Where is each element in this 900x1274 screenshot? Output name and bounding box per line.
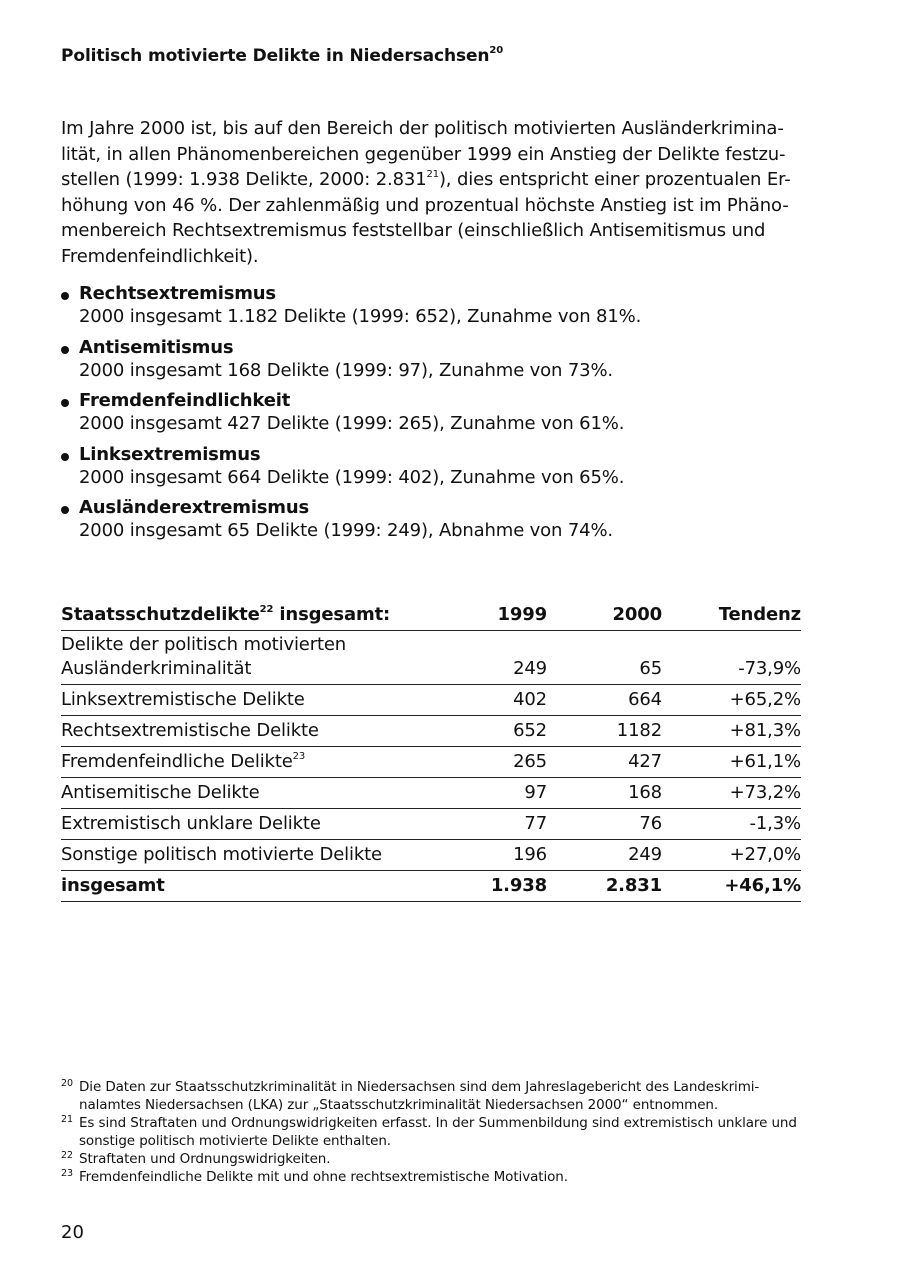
section-heading: Politisch motivierte Delikte in Niedersachsen$^{20}$ <box>61 45 504 66</box>
bullet-dot-icon <box>61 346 69 354</box>
bullet-dot-icon <box>61 292 69 300</box>
footnote: 21 Es sind Straftaten und Ordnungswidrigkeiten erfasst. In der Summenbildung sind extremistisch unklare und sonstige politisch motivierte Delikte enthalten. <box>61 1114 797 1149</box>
bullet-dot-icon <box>61 399 69 407</box>
table-row: Antisemitische Delikte 97 168 +73,2% <box>61 778 801 809</box>
statistics-table <box>61 600 801 902</box>
footnote-ref: 21 <box>426 169 439 180</box>
footnotes <box>61 1078 801 1186</box>
bullet-item: Linksextremismus 2000 insgesamt 664 Delikte (1999: 402), Zunahme von 65%. <box>61 443 801 497</box>
bullet-dot-icon <box>61 506 69 514</box>
table-row: Linksextremistische Delikte 402 664 +65,2% <box>61 685 801 716</box>
footnote-ref: 23 <box>292 751 306 762</box>
bullet-list <box>61 282 801 550</box>
footnote-ref: 22 <box>259 604 274 615</box>
bullet-item: Rechtsextremismus 2000 insgesamt 1.182 Delikte (1999: 652), Zunahme von 81%. <box>61 282 801 336</box>
table-row: Extremistisch unklare Delikte 77 76 -1,3% <box>61 809 801 840</box>
bullet-item: Ausländerextremismus 2000 insgesamt 65 Delikte (1999: 249), Abnahme von 74%. <box>61 496 801 550</box>
footnote-ref: 20 <box>489 45 504 57</box>
table-row: Sonstige politisch motivierte Delikte 196 249 +27,0% <box>61 840 801 871</box>
table-row: Rechtsextremistische Delikte 652 1182 +81,3% <box>61 716 801 747</box>
bullet-item: Antisemitismus 2000 insgesamt 168 Delikte (1999: 97), Zunahme von 73%. <box>61 336 801 390</box>
table-total-row: insgesamt 1.938 2.831 +46,1% <box>61 871 801 902</box>
footnote: 23 Fremdenfeindliche Delikte mit und ohne rechtsextremistische Motivation. <box>61 1168 568 1185</box>
intro-paragraph: Im Jahre 2000 ist, bis auf den Bereich der politisch motivierten Ausländerkrimina-lität, in allen Phänomenbereichen gegenüber 1999 ein Anstieg der Delikte festzu-stellen (1999: 1.938 Delikte, 2000: 2.831$^{21}$), dies entspricht einer prozentualen Er-höhung von 46 %. Der zahlenmäßig und prozentual höchste Anstieg ist im Phäno-menbereich Rechtsextremismus feststellbar (einschließlich Antisemitismus und Fremdenfeindlichkeit). <box>61 118 791 267</box>
footnote: 20 Die Daten zur Staatsschutzkriminalität in Niedersachsen sind dem Jahreslagebericht des Landeskrimi-nalamtes Niedersachsen (LKA) zur „Staatsschutzkriminalität Niedersachsen 2000“ entnommen. <box>61 1078 760 1113</box>
footnote: 22 Straftaten und Ordnungswidrigkeiten. <box>61 1150 331 1167</box>
bullet-dot-icon <box>61 453 69 461</box>
bullet-item: Fremdenfeindlichkeit 2000 insgesamt 427 Delikte (1999: 265), Zunahme von 61%. <box>61 389 801 443</box>
page-number: 20 <box>61 1222 84 1243</box>
table-header: Staatsschutzdelikte$^{22}$ insgesamt: 1999 2000 Tendenz <box>61 600 801 631</box>
table-row: Delikte der politisch motivierten Ausländerkriminalität 249 65 -73,9% <box>61 631 801 685</box>
table-row: Fremdenfeindliche Delikte$^{23}$ 265 427 +61,1% <box>61 747 801 778</box>
